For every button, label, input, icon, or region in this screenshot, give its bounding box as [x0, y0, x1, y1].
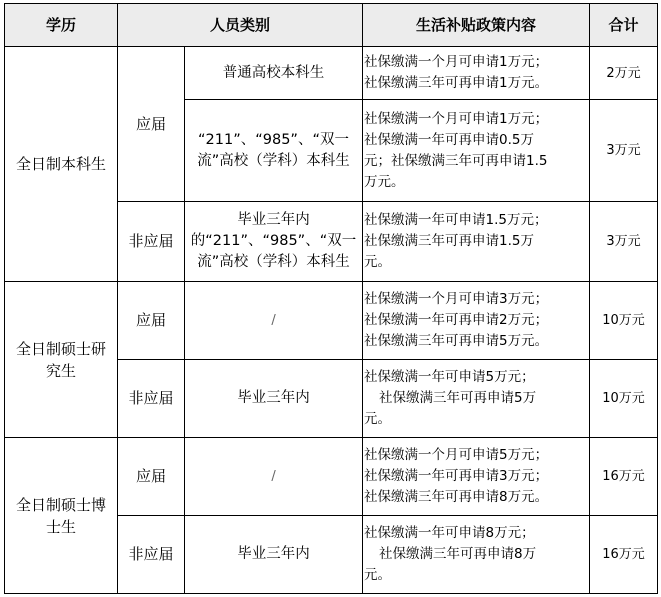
status-cell: 应届	[118, 47, 185, 202]
policy-line: 社保缴满一年可申请5万元；	[364, 369, 535, 385]
policy-line: 社保缴满一年可再申请3万元；	[364, 468, 549, 484]
policy-line: 社保缴满三年可再申请8万元。	[364, 489, 549, 505]
category-cell: /	[185, 282, 363, 360]
policy-cell	[363, 282, 590, 360]
table-row	[5, 438, 658, 516]
policy-line: 社保缴满一个月可申请5万元；	[364, 447, 549, 463]
policy-line: 万元。	[364, 173, 405, 190]
education-cell: 全日制硕士博士生	[5, 438, 118, 594]
policy-cell	[363, 438, 590, 516]
policy-line: 社保缴满一个月可申请3万元；	[364, 291, 549, 307]
status-cell: 应届	[118, 438, 185, 516]
policy-line: 社保缴满三年可再申请1.5万	[364, 233, 534, 249]
policy-line: 社保缴满三年可再申请5万元。	[364, 333, 549, 349]
policy-line: 社保缴满一年可申请8万元；	[364, 525, 535, 541]
policy-line: 社保缴满一个月可申请1万元；	[364, 54, 549, 70]
header-education: 学历	[5, 4, 118, 47]
total-cell: 3万元	[590, 202, 658, 282]
category-cell: 毕业三年内的“211”、“985”、“双一流”高校（学科）本科生	[185, 202, 363, 282]
table-row	[5, 282, 658, 360]
status-cell: 非应届	[118, 360, 185, 438]
policy-cell	[363, 360, 590, 438]
policy-line: 元。	[364, 411, 392, 427]
category-cell: 普通高校本科生	[185, 47, 363, 100]
policy-line: 社保缴满三年可再申请5万	[379, 390, 537, 406]
header-policy: 生活补贴政策内容	[363, 4, 590, 47]
policy-line: 社保缴满一个月可申请1万元；	[364, 110, 549, 127]
policy-line: 元；社保缴满三年可再申请1.5	[364, 152, 548, 169]
education-cell: 全日制本科生	[5, 47, 118, 282]
policy-line: 元。	[364, 254, 392, 270]
status-cell: 非应届	[118, 516, 185, 594]
policy-line: 元。	[364, 567, 392, 583]
policy-line: 社保缴满三年可再申请1万元。	[364, 75, 549, 91]
policy-line: 社保缴满一年可申请1.5万元；	[364, 212, 548, 228]
subsidy-policy-table	[4, 3, 658, 594]
header-total: 合计	[590, 4, 658, 47]
total-cell: 16万元	[590, 516, 658, 594]
policy-line: 社保缴满三年可再申请8万	[379, 546, 537, 562]
total-cell: 16万元	[590, 438, 658, 516]
total-cell: 10万元	[590, 282, 658, 360]
policy-cell	[363, 47, 590, 100]
category-cell: /	[185, 438, 363, 516]
policy-line: 社保缴满一年可再申请0.5万	[364, 131, 534, 148]
policy-cell	[363, 202, 590, 282]
total-cell: 3万元	[590, 100, 658, 202]
policy-cell	[363, 516, 590, 594]
education-cell: 全日制硕士研究生	[5, 282, 118, 438]
policy-line: 社保缴满一年可再申请2万元；	[364, 312, 549, 328]
category-cell: 毕业三年内	[185, 516, 363, 594]
policy-cell	[363, 100, 590, 202]
header-category: 人员类别	[118, 4, 363, 47]
category-cell: “211”、“985”、“双一流”高校（学科）本科生	[185, 100, 363, 202]
table-row	[5, 47, 658, 100]
status-cell: 非应届	[118, 202, 185, 282]
total-cell: 10万元	[590, 360, 658, 438]
total-cell: 2万元	[590, 47, 658, 100]
header-row	[5, 4, 658, 47]
category-cell: 毕业三年内	[185, 360, 363, 438]
status-cell: 应届	[118, 282, 185, 360]
